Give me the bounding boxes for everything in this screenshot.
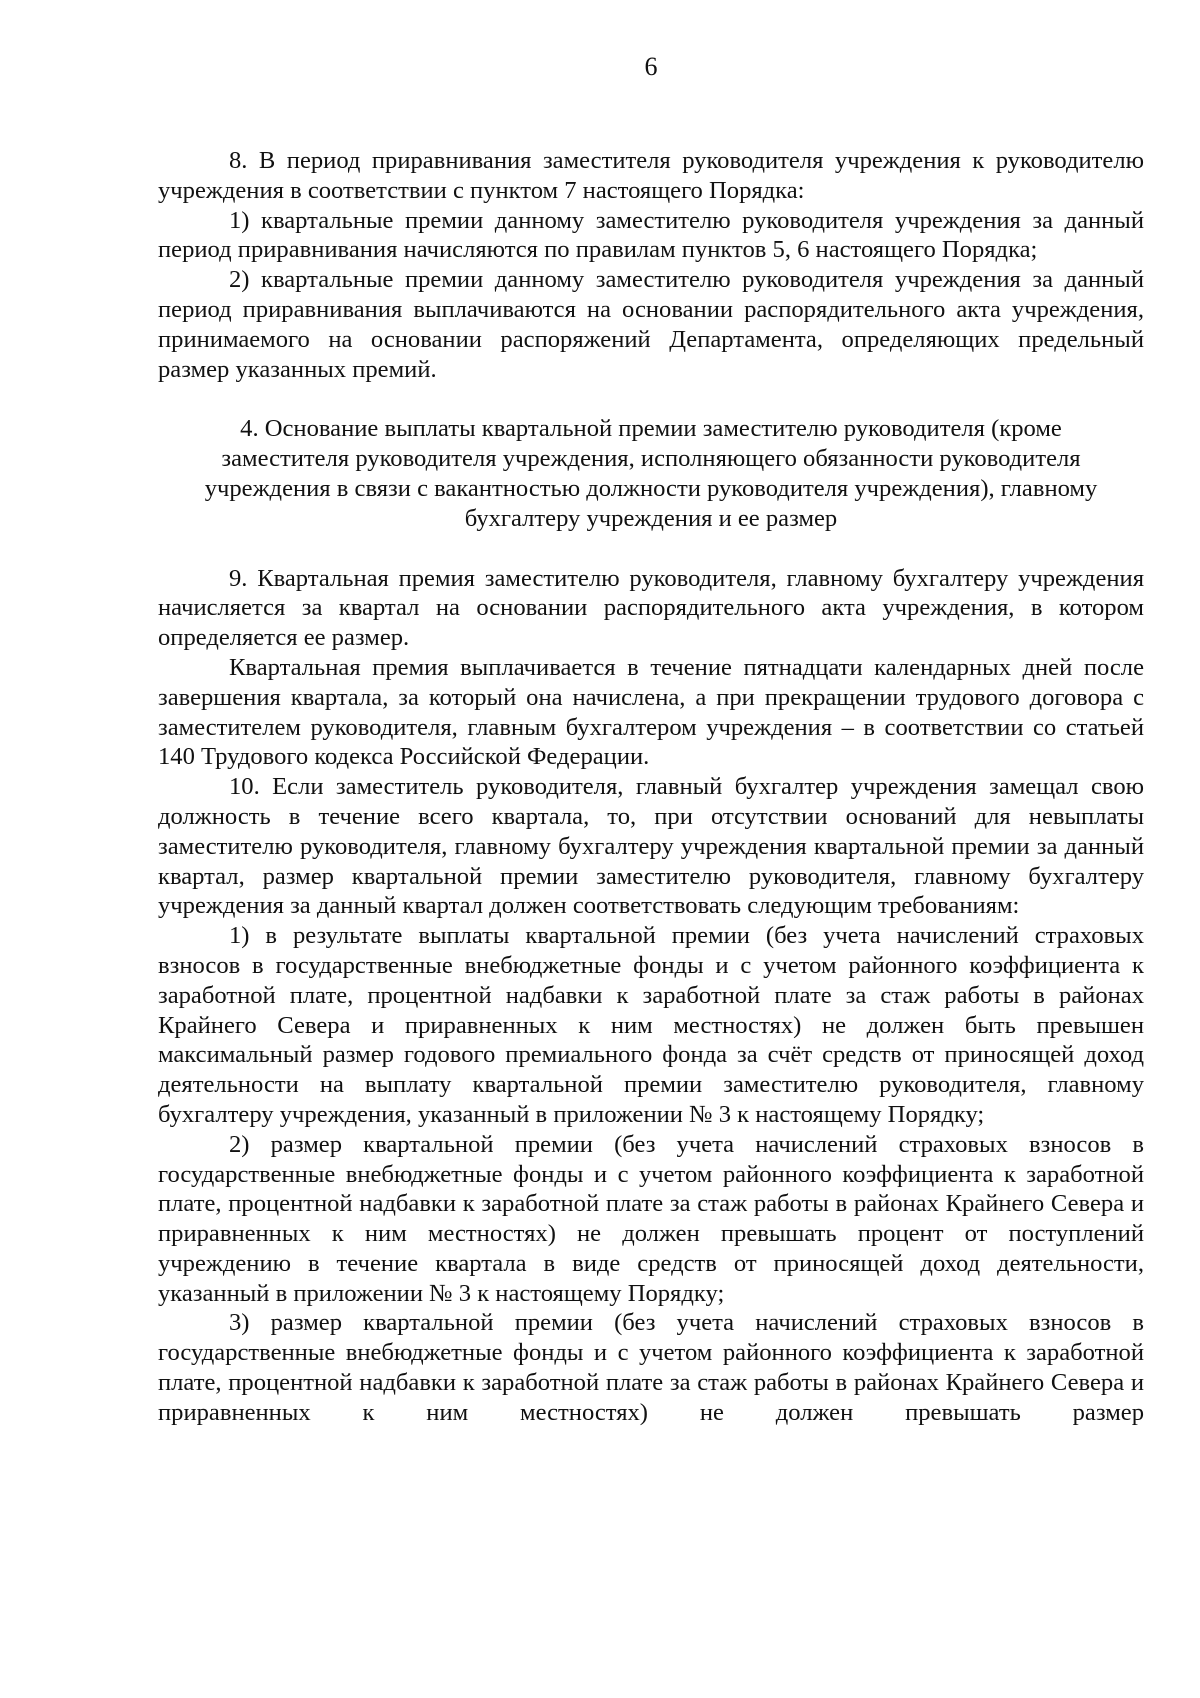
paragraph-10-item-2: 2) размер квартальной премии (без учета начислений страховых взносов в государственные внебюджетные фонды и с учетом районного коэффициента к заработной плате, процентной надбавки к заработной плате за стаж работы в районах Крайнего Севера и приравненных к ним местностях) не должен превышать процент от поступлений учреждению в течение квартала в виде средств от приносящей доход деятельности, указанный в приложении № 3 к настоящему Порядку; <box>158 1130 1144 1307</box>
paragraph-9: 9. Квартальная премия заместителю руководителя, главному бухгалтеру учреждения начисляется за квартал на основании распорядительного акта учреждения, в котором определяется ее размер. <box>158 564 1144 652</box>
paragraph-10-item-3: 3) размер квартальной премии (без учета начислений страховых взносов в государственные внебюджетные фонды и с учетом районного коэффициента к заработной плате, процентной надбавки к заработной плате за стаж работы в районах Крайнего Севера и приравненных к ним местностях) не должен превышать размер <box>158 1309 1144 1426</box>
paragraph-8-item-2: 2) квартальные премии данному заместителю руководителя учреждения за данный период приравнивания выплачиваются на основании распорядительного акта учреждения, принимаемого на основании распоряжений Департамента, определяющих предельный размер указанных премий. <box>158 266 1144 383</box>
paragraph-8: 8. В период приравнивания заместителя руководителя учреждения к руководителю учреждения в соответствии с пунктом 7 настоящего Порядка: <box>158 147 1144 204</box>
document-page <box>158 0 1144 1698</box>
paragraph-9-continued: Квартальная премия выплачивается в течение пятнадцати календарных дней после завершения квартала, за который она начислена, а при прекращении трудового договора с заместителем руководителя, главным бухгалтером учреждения – в соответствии со статьей 140 Трудового кодекса Российской Федерации. <box>158 653 1144 771</box>
paragraph-10: 10. Если заместитель руководителя, главный бухгалтер учреждения замещал свою должность в течение всего квартала, то, при отсутствии оснований для невыплаты заместителю руководителя, главному бухгалтеру учреждения квартальной премии за данный квартал, размер квартальной премии заместителю руководителя, главному бухгалтеру учреждения за данный квартал должен соответствовать следующим требованиям: <box>158 773 1144 920</box>
section-heading-line: 4. Основание выплаты квартальной премии заместителю руководителя (кроме <box>240 415 1062 443</box>
section-heading <box>158 414 1144 533</box>
section-heading-line: бухгалтеру учреждения и ее размер <box>464 504 838 532</box>
page-number: 6 <box>644 52 658 81</box>
paragraph-8-item-1: 1) квартальные премии данному заместителю руководителя учреждения за данный период приравнивания начисляются по правилам пунктов 5, 6 настоящего Порядка; <box>158 206 1144 264</box>
section-heading-line: заместителя руководителя учреждения, исполняющего обязанности руководителя <box>221 445 1081 473</box>
section-heading-line: учреждения в связи с вакантностью должности руководителя учреждения), главному <box>204 474 1098 502</box>
paragraph-10-item-1: 1) в результате выплаты квартальной премии (без учета начислений страховых взносов в государственные внебюджетные фонды и с учетом районного коэффициента к заработной плате, процентной надбавки к заработной плате за стаж работы в районах Крайнего Севера и приравненных к ним местностях) не должен быть превышен максимальный размер годового премиального фонда за счёт средств от приносящей доход деятельности на выплату квартальной премии заместителю руководителя, главному бухгалтеру учреждения, указанный в приложении № 3 к настоящему Порядку; <box>158 922 1144 1128</box>
document-body <box>158 146 1144 1428</box>
